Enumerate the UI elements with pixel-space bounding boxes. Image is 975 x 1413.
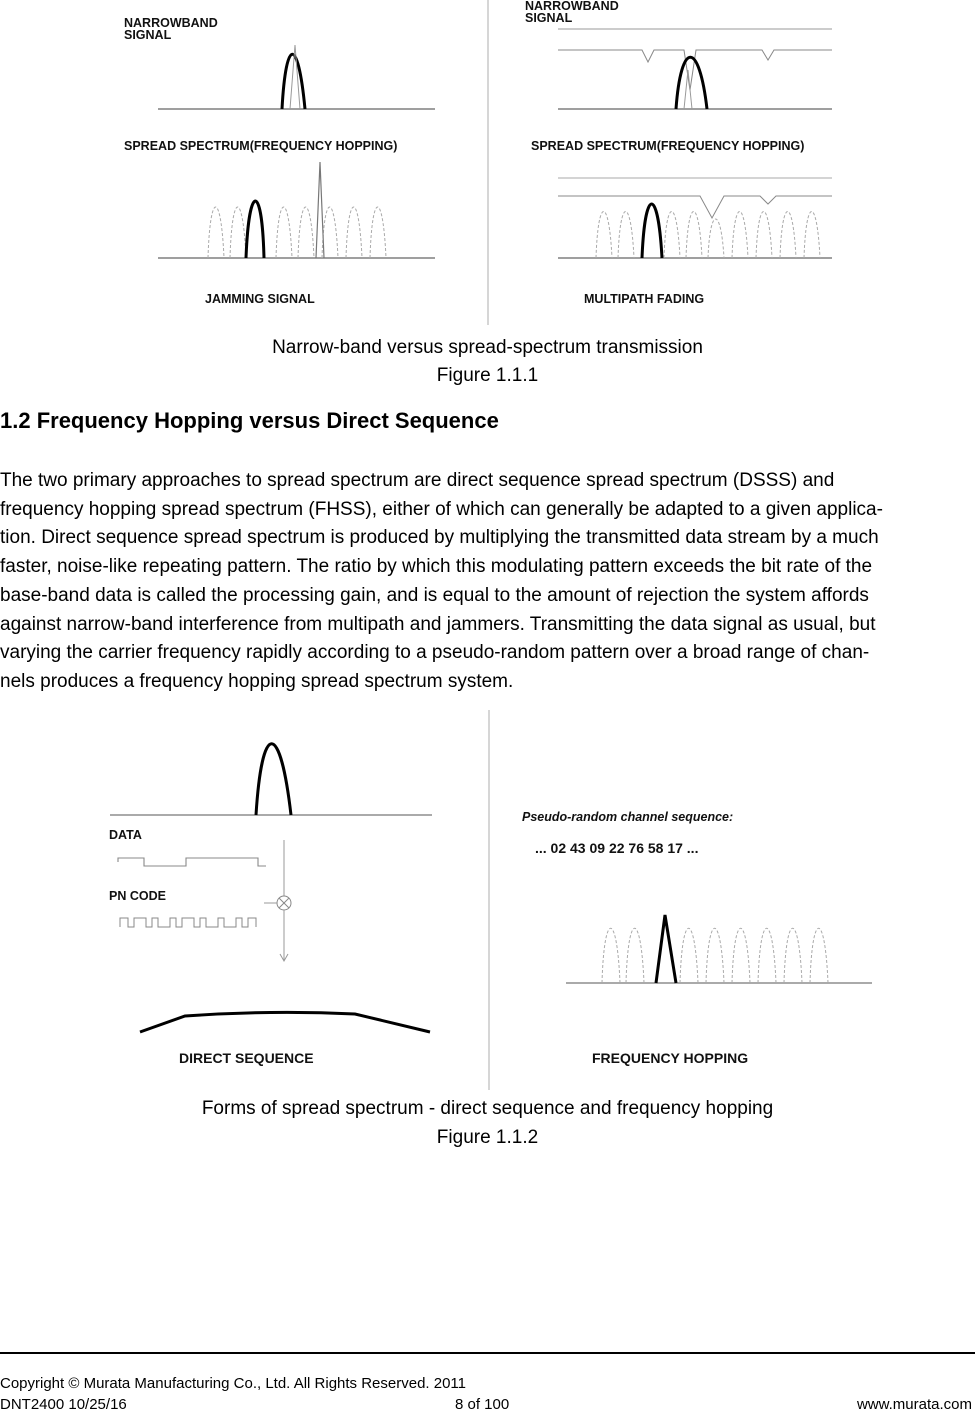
jamming-signal-label: JAMMING SIGNAL xyxy=(205,292,315,306)
paragraph-line: varying the carrier frequency rapidly according to a pseudo-random pattern over a broad range of chan- xyxy=(0,642,870,664)
figure-1-1-1-caption: Narrow-band versus spread-spectrum transmission xyxy=(272,337,703,358)
paragraph-line: The two primary approaches to spread spectrum are direct sequence spread spectrum (DSSS) and xyxy=(0,470,835,491)
multipath-fading-label: MULTIPATH FADING xyxy=(584,292,705,306)
spread-spectrum-right-label: SPREAD SPECTRUM(FREQUENCY HOPPING) xyxy=(531,139,805,153)
figure-1-1-2-caption: Forms of spread spectrum - direct sequence and frequency hopping xyxy=(201,1098,774,1119)
paragraph-line: against narrow-band interference from multipath and jammers. Transmitting the data signal as usual, but xyxy=(0,613,876,635)
paragraph-line: base-band data is called the processing gain, and is equal to the amount of rejection the system affords xyxy=(0,584,869,606)
spread-spectrum-left-label: SPREAD SPECTRUM(FREQUENCY HOPPING) xyxy=(124,139,398,153)
footer-rule xyxy=(0,1352,975,1354)
section-heading: 1.2 Frequency Hopping versus Direct Sequence xyxy=(0,408,499,433)
pn-code-label: PN CODE xyxy=(109,889,166,903)
pseudo-random-label: Pseudo-random channel sequence: xyxy=(522,810,734,824)
figure-1-1-2-number: Figure 1.1.2 xyxy=(436,1127,539,1148)
paragraph-line: faster, noise-like repeating pattern. The ratio by which this modulating pattern exceeds the bit rate of the xyxy=(0,556,873,578)
channel-sequence: ... 02 43 09 22 76 58 17 ... xyxy=(535,840,699,856)
paragraph-line: tion. Direct sequence spread spectrum is produced by multiplying the transmitted data stream by a much xyxy=(0,527,879,549)
footer-page-number: 8 of 100 xyxy=(455,1396,510,1413)
footer-website[interactable]: www.murata.com xyxy=(856,1396,972,1413)
narrowband-left-label: NARROWBAND SIGNAL xyxy=(124,16,218,42)
frequency-hopping-label: FREQUENCY HOPPING xyxy=(592,1050,749,1066)
paragraph-line: nels produces a frequency hopping spread spectrum system. xyxy=(0,670,514,692)
narrowband-right-label: NARROWBAND SIGNAL xyxy=(525,0,619,25)
direct-sequence-label: DIRECT SEQUENCE xyxy=(179,1050,314,1066)
figure-1-1-1-number: Figure 1.1.1 xyxy=(436,365,539,386)
paragraph-line: frequency hopping spread spectrum (FHSS), either of which can generally be adapted to a given applica- xyxy=(0,498,883,520)
footer-copyright: Copyright © Murata Manufacturing Co., Ltd. All Rights Reserved. 2011 xyxy=(0,1375,467,1392)
data-label: DATA xyxy=(109,828,142,842)
footer-doc-id: DNT2400 10/25/16 xyxy=(0,1396,127,1413)
